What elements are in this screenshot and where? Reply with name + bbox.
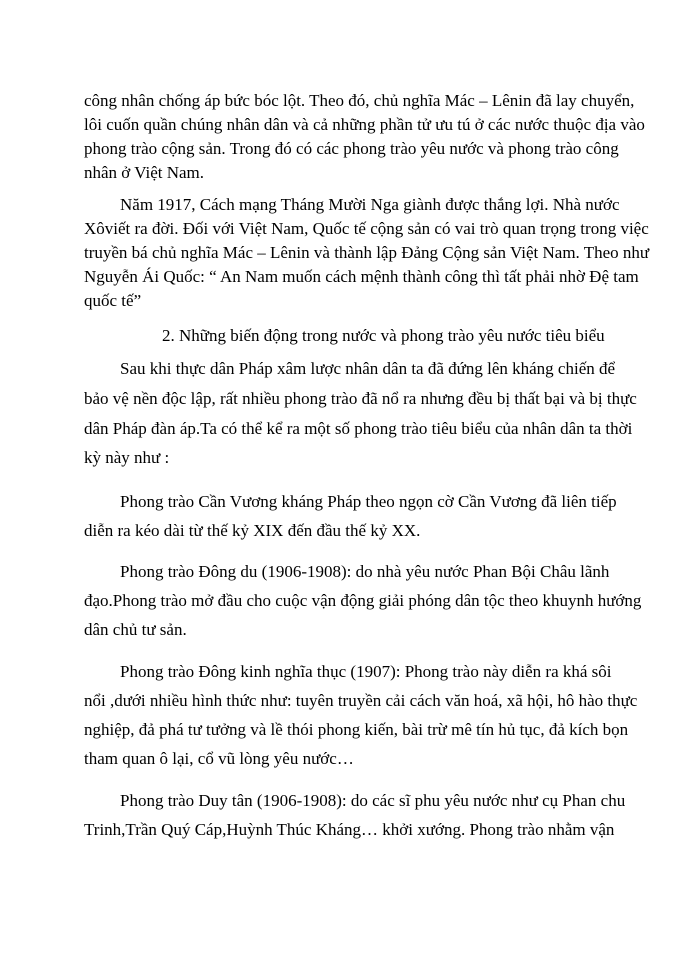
paragraph-1-line-1: công nhân chống áp bức bóc lột. Theo đó, chủ nghĩa Mác – Lênin đã lay chuyển, xyxy=(84,91,635,110)
paragraph-6-line-3: nghiệp, đả phá tư tưởng và lề thói phong kiến, bài trừ mê tín hủ tục, đả kích bọn xyxy=(84,720,629,739)
paragraph-3-line-3: dân Pháp đàn áp.Ta có thể kể ra một số phong trào tiêu biểu của nhân dân ta thời xyxy=(84,419,633,438)
paragraph-2-line-4: Nguyễn Ái Quốc: “ An Nam muốn cách mệnh thành công thì tất phải nhờ Đệ tam xyxy=(84,267,639,286)
paragraph-2-line-3: truyền bá chủ nghĩa Mác – Lênin và thành lập Đảng Cộng sản Việt Nam. Theo như xyxy=(84,243,650,262)
paragraph-3-line-1: Sau khi thực dân Pháp xâm lược nhân dân ta đã đứng lên kháng chiến để xyxy=(120,359,616,378)
section-heading: 2. Những biến động trong nước và phong trào yêu nước tiêu biểu xyxy=(162,326,605,345)
paragraph-7-line-1: Phong trào Duy tân (1906-1908): do các sĩ phu yêu nước như cụ Phan chu xyxy=(120,791,626,810)
paragraph-6-line-2: nổi ,dưới nhiều hình thức như: tuyên truyền cải cách văn hoá, xã hội, hô hào thực xyxy=(84,691,638,710)
paragraph-5-line-2: đạo.Phong trào mở đầu cho cuộc vận động giải phóng dân tộc theo khuynh hướng xyxy=(84,591,642,610)
paragraph-2-line-2: Xôviết ra đời. Đối với Việt Nam, Quốc tế cộng sản có vai trò quan trọng trong việc xyxy=(84,219,649,238)
paragraph-2-line-1: Năm 1917, Cách mạng Tháng Mười Nga giành được thắng lợi. Nhà nước xyxy=(120,195,620,214)
paragraph-3-line-2: bảo vệ nền độc lập, rất nhiều phong trào đã nổ ra nhưng đều bị thất bại và bị thực xyxy=(84,389,637,408)
paragraph-1-line-2: lôi cuốn quần chúng nhân dân và cả những phần tử ưu tú ở các nước thuộc địa vào xyxy=(84,115,645,134)
paragraph-5-line-3: dân chủ tư sản. xyxy=(84,620,187,639)
paragraph-1-line-3: phong trào cộng sản. Trong đó có các phong trào yêu nước và phong trào công xyxy=(84,139,619,158)
paragraph-7-line-2: Trinh,Trần Quý Cáp,Huỳnh Thúc Kháng… khởi xướng. Phong trào nhằm vận xyxy=(84,820,615,839)
paragraph-1-line-4: nhân ở Việt Nam. xyxy=(84,163,205,182)
paragraph-6-line-4: tham quan ô lại, cổ vũ lòng yêu nước… xyxy=(84,749,354,768)
paragraph-5-line-1: Phong trào Đông du (1906-1908): do nhà yêu nước Phan Bội Châu lãnh xyxy=(120,562,610,581)
paragraph-4-line-2: diễn ra kéo dài từ thế kỷ XIX đến đầu thế kỷ XX. xyxy=(84,521,421,540)
paragraph-6-line-1: Phong trào Đông kinh nghĩa thục (1907): Phong trào này diễn ra khá sôi xyxy=(120,662,612,681)
paragraph-3-line-4: kỳ này như : xyxy=(84,448,170,467)
paragraph-4-line-1: Phong trào Cần Vương kháng Pháp theo ngọn cờ Cần Vương đã liên tiếp xyxy=(120,492,617,511)
paragraph-2-line-5: quốc tế” xyxy=(84,291,142,310)
